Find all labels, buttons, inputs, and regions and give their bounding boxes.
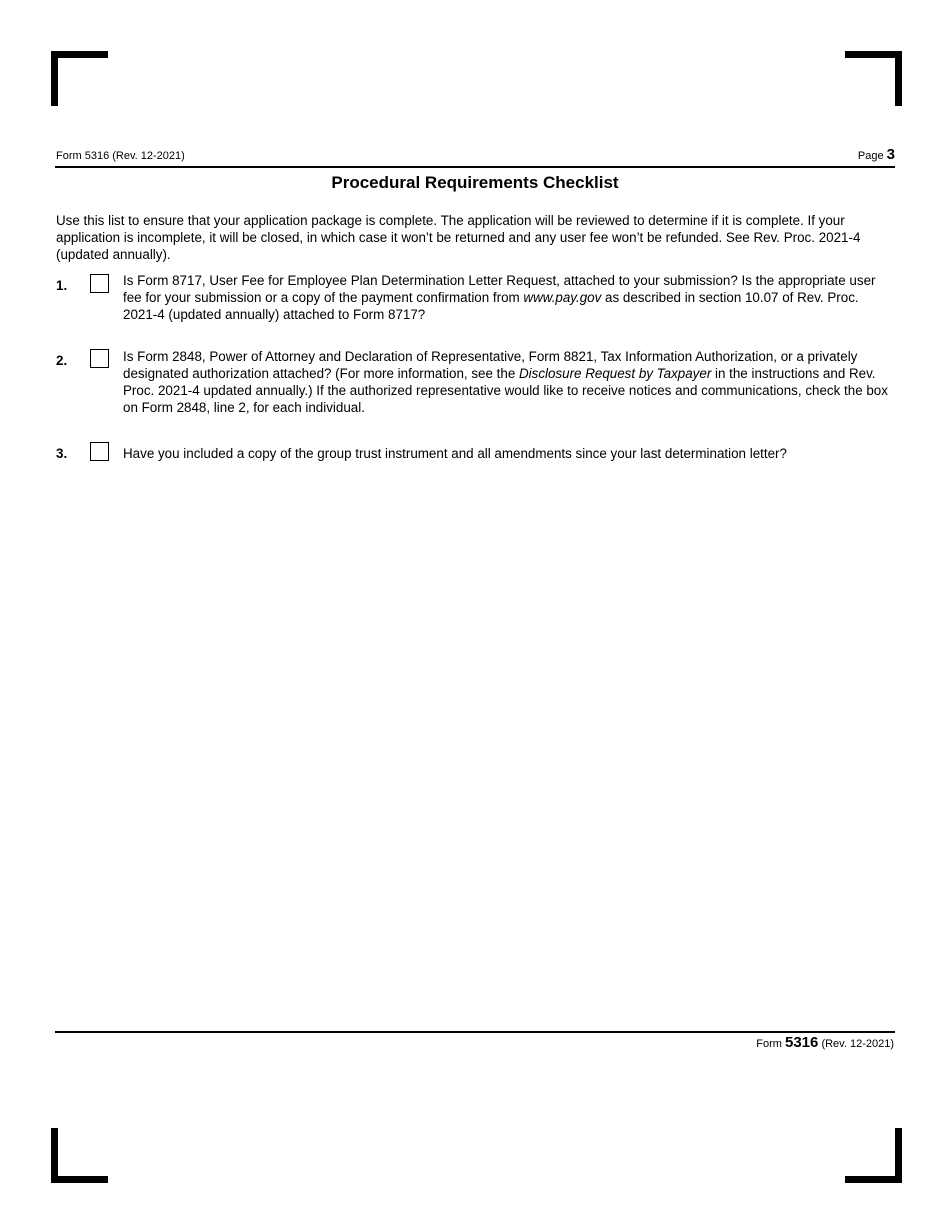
item-text-italic: www.pay.gov [523, 290, 602, 305]
crop-mark-bottom-right [845, 1128, 902, 1183]
header-page-number: 3 [886, 146, 895, 163]
crop-mark-top-left [51, 51, 108, 106]
checklist-checkbox-1[interactable] [90, 274, 109, 293]
footer-form-number: 5316 [785, 1034, 819, 1051]
checklist-item-number: 3. [56, 446, 68, 461]
intro-paragraph: Use this list to ensure that your application package is complete. The application will be reviewed to determine if it is complete. If your application is incomplete, it will be closed, in which case it won’t be returned and any user fee won’t be refunded. See Rev. Proc. 2021-4 (updated annually). [56, 213, 861, 262]
checklist-item-number: 1. [56, 278, 68, 293]
checklist-item-number: 2. [56, 353, 68, 368]
footer-prefix: Form [756, 1038, 782, 1050]
header-page-prefix: Page [857, 150, 884, 162]
item-text-part: Is Form 2848, Power of Attorney and Declaration of Representative, Form 8821, Tax Information Authorization, or a privately designated authorization attached? (For more information, see the [123, 349, 858, 381]
crop-mark-top-right [845, 51, 902, 106]
checklist-item-text [123, 348, 893, 416]
item-text-part: Have you included a copy of the group trust instrument and all amendments since your last determination letter? [123, 446, 787, 461]
checklist-checkbox-2[interactable] [90, 349, 109, 368]
crop-mark-bottom-left [51, 1128, 108, 1183]
item-text-part: as described in section 10.07 of Rev. Proc. 2021-4 (updated annually) attached to Form 8717? [123, 290, 859, 322]
item-text-part: Is Form 8717, User Fee for Employee Plan Determination Letter Request, attached to your submission? Is the appropriate user fee for your submission or a copy of the payment confirmation from [123, 273, 876, 305]
checklist-checkbox-3[interactable] [90, 442, 109, 461]
page-header [55, 146, 895, 168]
item-text-part: in the instructions and Rev. Proc. 2021-4 updated annually.) If the authorized representative would like to receive notices and communications, check the box on Form 2848, line 2, for each individual. [123, 366, 888, 415]
page-title: Procedural Requirements Checklist [331, 173, 619, 192]
footer-revision: (Rev. 12-2021) [821, 1038, 894, 1050]
header-page-ref [858, 146, 895, 163]
header-form-ref: Form 5316 (Rev. 12-2021) [56, 150, 185, 162]
footer-form-ref [756, 1034, 894, 1051]
checklist-item-text [123, 272, 893, 323]
footer-rule [55, 1031, 895, 1033]
item-text-italic: Disclosure Request by Taxpayer [519, 366, 712, 381]
checklist-item-text [123, 445, 893, 462]
